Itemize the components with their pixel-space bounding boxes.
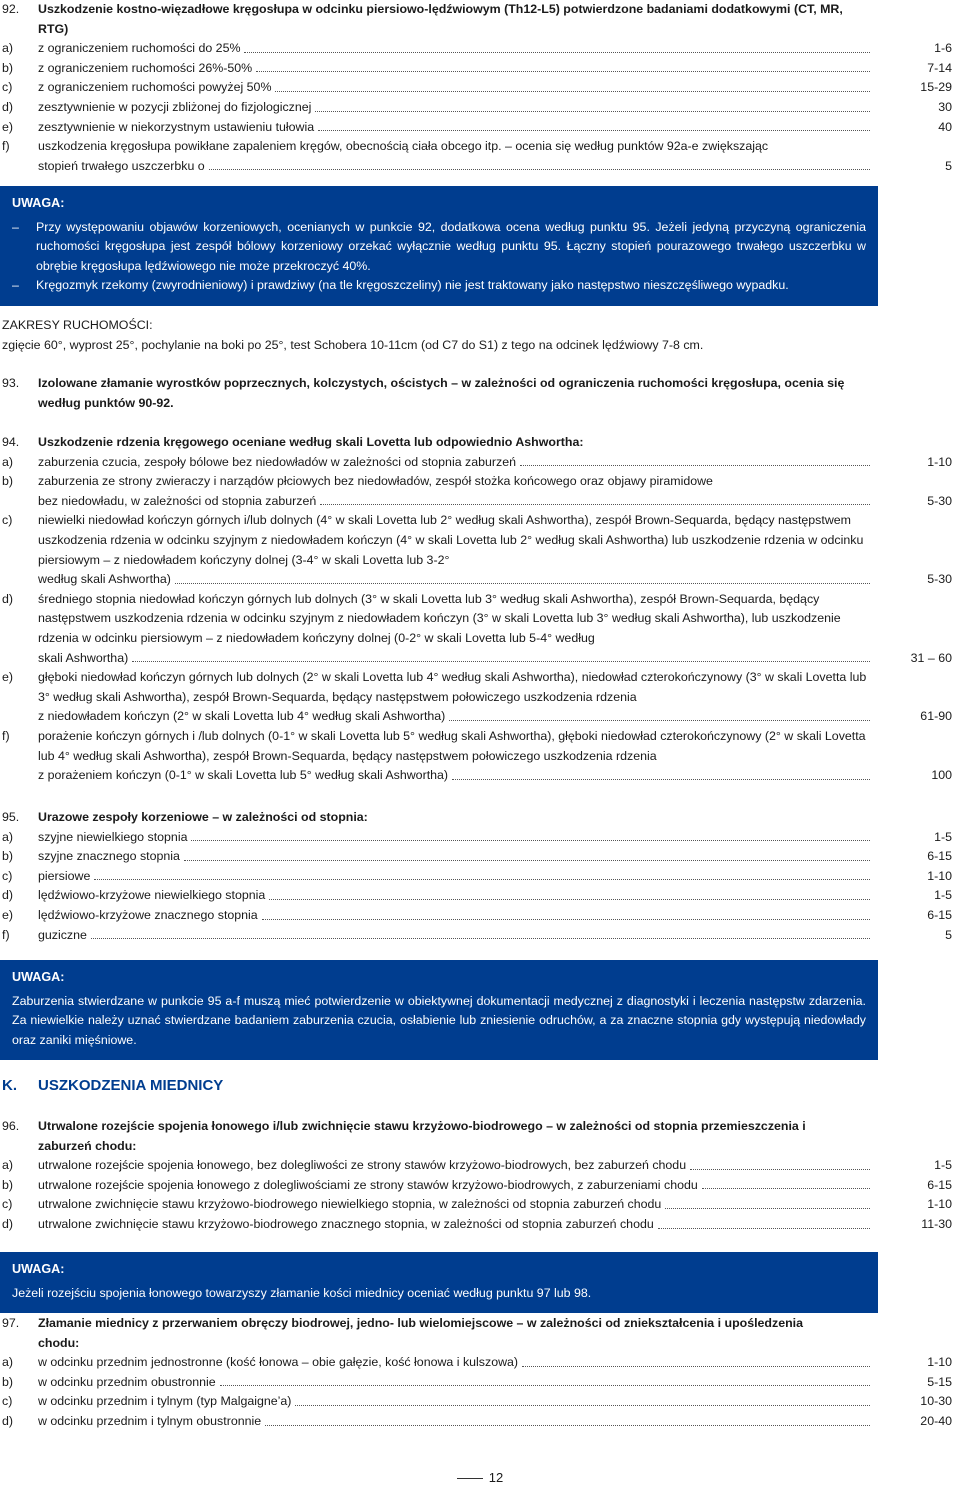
item-value: 1-5 (934, 829, 952, 844)
list-item (0, 472, 960, 511)
item-body (38, 78, 960, 98)
item-text: zaburzenia czucia, zespoły bólowe bez niedowładów w zależności od stopnia zaburzeń (38, 454, 517, 469)
item-body (38, 511, 960, 589)
item-label: b) (2, 1374, 14, 1389)
chapter-letter: K. (2, 1077, 17, 1094)
list-item (0, 926, 960, 946)
item-line (38, 570, 960, 590)
note-box (0, 186, 878, 306)
item-line (38, 926, 960, 946)
item-value: 6-15 (927, 1177, 952, 1192)
note-title: UWAGA: (12, 970, 65, 984)
item-body (38, 1195, 960, 1215)
item-value: 1-10 (927, 1355, 952, 1370)
item-text: głęboki niedowład kończyn górnych lub dolnych (2° w skali Lovetta lub 4° według skali Ashwortha), niedowład czterokończynowy (3° w skali Lovetta lub 3° według skali Ashwortha), zespół Brown-Sequarda, będący następstwem połowiczego uszkodzenia rdzenia (38, 670, 867, 704)
dot-leader (690, 1169, 870, 1170)
chapter-heading (0, 1076, 223, 1096)
item-value: 20-40 (920, 1413, 952, 1428)
item-label: a) (2, 454, 14, 469)
item-text: w odcinku przednim i tylnym obustronnie (38, 1413, 262, 1428)
item-label: e) (2, 670, 14, 685)
item-label: b) (2, 60, 14, 75)
dot-leader (658, 1228, 870, 1229)
item-body (38, 590, 960, 668)
chapter-title: USZKODZENIA MIEDNICY (38, 1077, 224, 1094)
section-97 (0, 1314, 960, 1432)
dash-icon: – (12, 219, 19, 234)
dot-leader (520, 465, 870, 466)
dot-leader (665, 1208, 870, 1209)
item-line (38, 1156, 960, 1176)
note-text: Jeżeli rozejściu spojenia łonowego towarzyszy złamanie kości miednicy oceniać według punktu 97 lub 98. (12, 1285, 592, 1300)
section-header (0, 808, 960, 828)
section-93 (0, 374, 960, 413)
item-text: szyjne niewielkiego stopnia (38, 829, 188, 844)
list-item (0, 39, 960, 59)
item-label: d) (2, 1413, 14, 1428)
item-line (38, 649, 960, 669)
section-95 (0, 808, 960, 945)
item-value: 100 (931, 768, 952, 783)
dot-leader (256, 71, 870, 72)
item-label: f) (2, 927, 10, 942)
list-item (0, 668, 960, 727)
list-item (0, 98, 960, 118)
item-text: zesztywnienie w pozycji zbliżonej do fizjologicznej (38, 99, 312, 114)
dot-leader (220, 1385, 870, 1386)
range-text: zgięcie 60°, wyprost 25°, pochylanie na boki po 25°, test Schobera 10-11cm (od C7 do S1) z tego na odcinek lędźwiowy 7-8 cm. (2, 337, 704, 352)
item-line (38, 1195, 960, 1215)
item-text: utrwalone rozejście spojenia łonowego, bez dolegliwości ze strony stawów krzyżowo-biodrowych, bez zaburzeń chodu (38, 1158, 687, 1173)
section-number: 95. (2, 810, 20, 824)
dot-leader (265, 1425, 870, 1426)
item-text: w odcinku przednim obustronnie (38, 1374, 216, 1389)
item-text: z ograniczeniem ruchomości powyżej 50% (38, 80, 272, 95)
item-line (38, 766, 960, 786)
item-value: 5 (945, 158, 952, 173)
note-bullet (12, 276, 866, 296)
note-text: Przy występowaniu objawów korzeniowych, ocenianych w punkcie 92, dodatkowa ocena według punktu 95. Jeżeli jedyną przyczyną ograniczenia ruchomości kręgosłupa jest zespół bólowy korzeniowy orzekać wyłącznie według punktu 95. Łączny stopień pourazowego trwałego uszczerbku w obrębie kręgosłupa lędźwiowego nie może przekroczyć 40%. (36, 219, 866, 273)
item-label: a) (2, 829, 14, 844)
item-text: porażenie kończyn górnych i /lub dolnych (0-1° w skali Lovetta lub 5° według skali Ashwortha), głęboki niedowład czterokończynowy (2° w skali Lovetta lub 4° według skali Ashwortha), zespół Brown-Sequarda, będący następstwem połowiczego uszkodzenia rdzenia (38, 728, 866, 763)
section-header (0, 0, 960, 39)
item-text: w odcinku przednim jednostronne (kość łonowa – obie gałęzie, kość łonowa i kulszowa) (38, 1355, 519, 1370)
item-value: 11-30 (921, 1216, 952, 1231)
item-label: a) (2, 1158, 14, 1173)
item-body (38, 926, 960, 946)
item-text: zaburzenia ze strony zwieraczy i narządów płciowych bez niedowładów, zespół stożka końcowego oraz objawy piramidowe (38, 474, 713, 489)
item-value: 15-29 (920, 80, 952, 95)
section-header (0, 433, 960, 453)
item-text: niewielki niedowład kończyn górnych i/lub dolnych (4° w skali Lovetta lub 2° według skali Ashwortha), zespół Brown-Sequarda, będący następstwem uszkodzenia rdzenia w odcinku szyjnym z niedowładem kończyn (4° w skali Lovetta lub 2° według skali Ashwortha) lub uszkodzenie rdzenia w odcinku piersiowym – z niedowładem kończyny dolnej (3-4° w skali Lovetta lub 3-2° (38, 513, 864, 567)
item-text: skali Ashwortha) (38, 650, 129, 665)
dot-leader (320, 504, 870, 505)
item-list (0, 39, 960, 176)
note-title: UWAGA: (12, 196, 65, 210)
item-label: b) (2, 474, 14, 489)
item-text: średniego stopnia niedowład kończyn górnych lub dolnych (3° w skali Lovetta lub 3° według skali Ashwortha), zespół Brown-Sequarda, będący następstwem uszkodzenia rdzenia w odcinku szyjnym z niedowładem kończyn (3° w skali Lovetta lub 3° według skali Ashwortha), lub uszkodzenie rdzenia w odcinku piersiowym – z niedowładem kończyny dolnej (0-2° w skali Lovetta lub 5-4° według (38, 591, 841, 645)
section-number: 92. (2, 2, 20, 16)
list-item (0, 1392, 960, 1412)
item-label: d) (2, 888, 14, 903)
item-line (38, 1353, 960, 1373)
item-value: 5-30 (927, 572, 952, 587)
section-number: 93. (2, 376, 20, 390)
item-label: a) (2, 1355, 14, 1370)
item-body (38, 472, 960, 511)
item-body (38, 886, 960, 906)
page-footer (0, 1468, 960, 1488)
item-label: a) (2, 41, 14, 56)
item-body (38, 1412, 960, 1432)
item-label: b) (2, 1177, 14, 1192)
item-text: bez niedowładu, w zależności od stopnia zaburzeń (38, 493, 317, 508)
dot-leader (295, 1405, 870, 1406)
dot-leader (209, 169, 870, 170)
item-body (38, 1215, 960, 1235)
item-line (38, 886, 960, 906)
footer-rule (457, 1478, 483, 1479)
list-item (0, 727, 960, 786)
item-label: c) (2, 80, 13, 95)
dot-leader (702, 1188, 870, 1189)
note-box (0, 1252, 878, 1313)
section-title: Uszkodzenie kostno-więzadłowe kręgosłupa w odcinku piersiowo-lędźwiowym (Th12-L5) potwierdzone badaniami dodatkowymi (CT, MR, RTG) (38, 2, 843, 36)
item-text: z ograniczeniem ruchomości do 25% (38, 41, 241, 56)
dot-leader (315, 111, 870, 112)
range-of-motion (0, 316, 902, 355)
item-body (38, 1176, 960, 1196)
item-value: 5-30 (927, 493, 952, 508)
note-box (0, 960, 878, 1060)
item-label: e) (2, 119, 14, 134)
dash-icon: – (12, 278, 19, 293)
item-body (38, 847, 960, 867)
item-value: 7-14 (927, 60, 952, 75)
item-text: piersiowe (38, 868, 91, 883)
section-header (0, 1117, 960, 1156)
dot-leader (269, 899, 870, 900)
item-value: 1-10 (927, 868, 952, 883)
list-item (0, 137, 960, 176)
item-value: 6-15 (927, 907, 952, 922)
item-text: utrwalone zwichnięcie stawu krzyżowo-biodrowego znacznego stopnia, w zależności od stopnia zaburzeń chodu (38, 1216, 654, 1231)
item-body (38, 137, 960, 176)
list-item (0, 511, 960, 589)
section-title: Utrwalone rozejście spojenia łonowego i/lub zwichnięcie stawu krzyżowo-biodrowego – w zależności od stopnia przemieszczenia i zaburzeń chodu: (38, 1119, 806, 1153)
dot-leader (244, 52, 870, 53)
item-text: utrwalone zwichnięcie stawu krzyżowo-biodrowego niewielkiego stopnia, w zależności od stopnia zaburzeń chodu (38, 1197, 662, 1212)
note-text: Kręgozmyk rzekomy (zwyrodnieniowy) i prawdziwy (na tle kręgoszczeliny) nie jest traktowany jako następstwo nieszczęśliwego wypadku. (36, 278, 789, 293)
item-value: 10-30 (920, 1394, 952, 1409)
item-line (38, 906, 960, 926)
item-body (38, 39, 960, 59)
item-text: utrwalone rozejście spojenia łonowego z dolegliwościami ze strony stawów krzyżowo-biodrowych, z zaburzeniami chodu (38, 1177, 698, 1192)
item-list (0, 1156, 960, 1234)
dot-leader (175, 583, 870, 584)
item-value: 61-90 (920, 709, 952, 724)
item-line (38, 1373, 960, 1393)
item-body (38, 828, 960, 848)
item-value: 1-10 (927, 454, 952, 469)
dot-leader (91, 938, 870, 939)
item-body (38, 453, 960, 473)
item-label: d) (2, 1216, 14, 1231)
item-body (38, 118, 960, 138)
item-text: z porażeniem kończyn (0-1° w skali Lovetta lub 5° według skali Ashwortha) (38, 768, 449, 783)
item-list (0, 828, 960, 946)
item-text: z ograniczeniem ruchomości 26%-50% (38, 60, 253, 75)
item-body (38, 98, 960, 118)
section-header (0, 1314, 960, 1353)
item-label: c) (2, 1197, 13, 1212)
item-line (38, 157, 960, 177)
section-number: 94. (2, 435, 20, 449)
section-title: Uszkodzenie rdzenia kręgowego oceniane według skali Lovetta lub odpowiednio Ashwortha: (38, 435, 584, 449)
item-text: z niedowładem kończyn (2° w skali Lovetta lub 4° według skali Ashwortha) (38, 709, 446, 724)
item-value: 30 (938, 99, 952, 114)
item-label: e) (2, 907, 14, 922)
item-line (38, 828, 960, 848)
item-label: b) (2, 849, 14, 864)
item-body (38, 59, 960, 79)
item-value: 40 (938, 119, 952, 134)
dot-leader (132, 661, 870, 662)
item-body (38, 1156, 960, 1176)
item-line (38, 492, 960, 512)
item-label: c) (2, 1394, 13, 1409)
list-item (0, 867, 960, 887)
item-label: d) (2, 99, 14, 114)
item-text: według skali Ashwortha) (38, 572, 171, 587)
item-body (38, 1373, 960, 1393)
list-item (0, 1195, 960, 1215)
dot-leader (275, 91, 870, 92)
item-line (38, 847, 960, 867)
item-value: 31 – 60 (910, 650, 952, 665)
item-value: 6-15 (927, 849, 952, 864)
section-title: Izolowane złamanie wyrostków poprzecznych, kolczystych, ościstych – w zależności od ograniczenia ruchomości kręgosłupa, ocenia się według punktów 90-92. (38, 376, 845, 410)
item-line (38, 707, 960, 727)
item-text: zesztywnienie w niekorzystnym ustawieniu tułowia (38, 119, 315, 134)
dot-leader (522, 1366, 870, 1367)
dot-leader (452, 779, 870, 780)
item-line (38, 59, 960, 79)
item-text: w odcinku przednim i tylnym (typ Malgaigne’a) (38, 1394, 292, 1409)
list-item (0, 1215, 960, 1235)
item-label: c) (2, 868, 13, 883)
list-item (0, 1353, 960, 1373)
item-list (0, 1353, 960, 1431)
range-title: ZAKRESY RUCHOMOŚCI: (2, 318, 153, 332)
item-line (38, 118, 960, 138)
list-item (0, 1373, 960, 1393)
item-body (38, 867, 960, 887)
list-item (0, 453, 960, 473)
section-title: Złamanie miednicy z przerwaniem obręczy biodrowej, jedno- lub wielomiejscowe – w zależności od zniekształcenia i upośledzenia chodu: (38, 1316, 803, 1350)
list-item (0, 828, 960, 848)
item-text: szyjne znacznego stopnia (38, 849, 180, 864)
item-text: uszkodzenia kręgosłupa powikłane zapaleniem kręgów, obecnością ciała obcego itp. – ocenia się według punktów 92a-e zwiększając (38, 139, 769, 154)
item-line (38, 867, 960, 887)
page-number: 12 (488, 1470, 504, 1485)
list-item (0, 906, 960, 926)
item-line (38, 1215, 960, 1235)
section-96 (0, 1117, 960, 1235)
note-text: Zaburzenia stwierdzane w punkcie 95 a-f muszą mieć potwierdzenie w obiektywnej dokumentacji medycznej z diagnostyki i leczenia następstw zdarzenia. Za niewielkie należy uznać stwierdzane badaniem zaburzenia czucia, osłabienie lub zniesienie odruchów, a za znaczne stopnia gdy występują niedowłady oraz zaniki mięśniowe. (12, 993, 866, 1047)
item-line (38, 78, 960, 98)
note-bullet (12, 218, 866, 277)
dot-leader (191, 840, 870, 841)
item-line (38, 39, 960, 59)
section-94 (0, 433, 960, 786)
item-value: 5-15 (927, 1374, 952, 1389)
section-number: 97. (2, 1316, 20, 1330)
item-text: guziczne (38, 927, 87, 942)
dot-leader (318, 130, 870, 131)
list-item (0, 1176, 960, 1196)
list-item (0, 1156, 960, 1176)
item-line (38, 453, 960, 473)
item-text: lędźwiowo-krzyżowe niewielkiego stopnia (38, 888, 266, 903)
item-label: f) (2, 139, 10, 154)
item-value: 1-5 (934, 888, 952, 903)
list-item (0, 78, 960, 98)
item-value: 1-5 (934, 1158, 952, 1173)
item-line (38, 98, 960, 118)
item-label: d) (2, 591, 14, 606)
item-body (38, 906, 960, 926)
item-value: 5 (945, 927, 952, 942)
item-body (38, 668, 960, 727)
section-header (0, 374, 960, 413)
item-text: stopień trwałego uszczerbku o (38, 158, 205, 173)
item-label: c) (2, 513, 13, 528)
item-line (38, 1412, 960, 1432)
list-item (0, 886, 960, 906)
item-line (38, 1176, 960, 1196)
dot-leader (449, 720, 870, 721)
item-body (38, 1353, 960, 1373)
list-item (0, 590, 960, 668)
item-line (38, 1392, 960, 1412)
list-item (0, 118, 960, 138)
list-item (0, 59, 960, 79)
list-item (0, 1412, 960, 1432)
item-list (0, 453, 960, 786)
item-body (38, 727, 960, 786)
dot-leader (262, 919, 870, 920)
item-value: 1-6 (934, 41, 952, 56)
section-92 (0, 0, 960, 176)
item-text: lędźwiowo-krzyżowe znacznego stopnia (38, 907, 258, 922)
section-number: 96. (2, 1119, 20, 1133)
item-body (38, 1392, 960, 1412)
list-item (0, 847, 960, 867)
item-value: 1-10 (927, 1197, 952, 1212)
item-label: f) (2, 728, 10, 743)
dot-leader (184, 860, 870, 861)
dot-leader (94, 879, 870, 880)
note-title: UWAGA: (12, 1262, 65, 1276)
section-title: Urazowe zespoły korzeniowe – w zależności od stopnia: (38, 810, 368, 824)
